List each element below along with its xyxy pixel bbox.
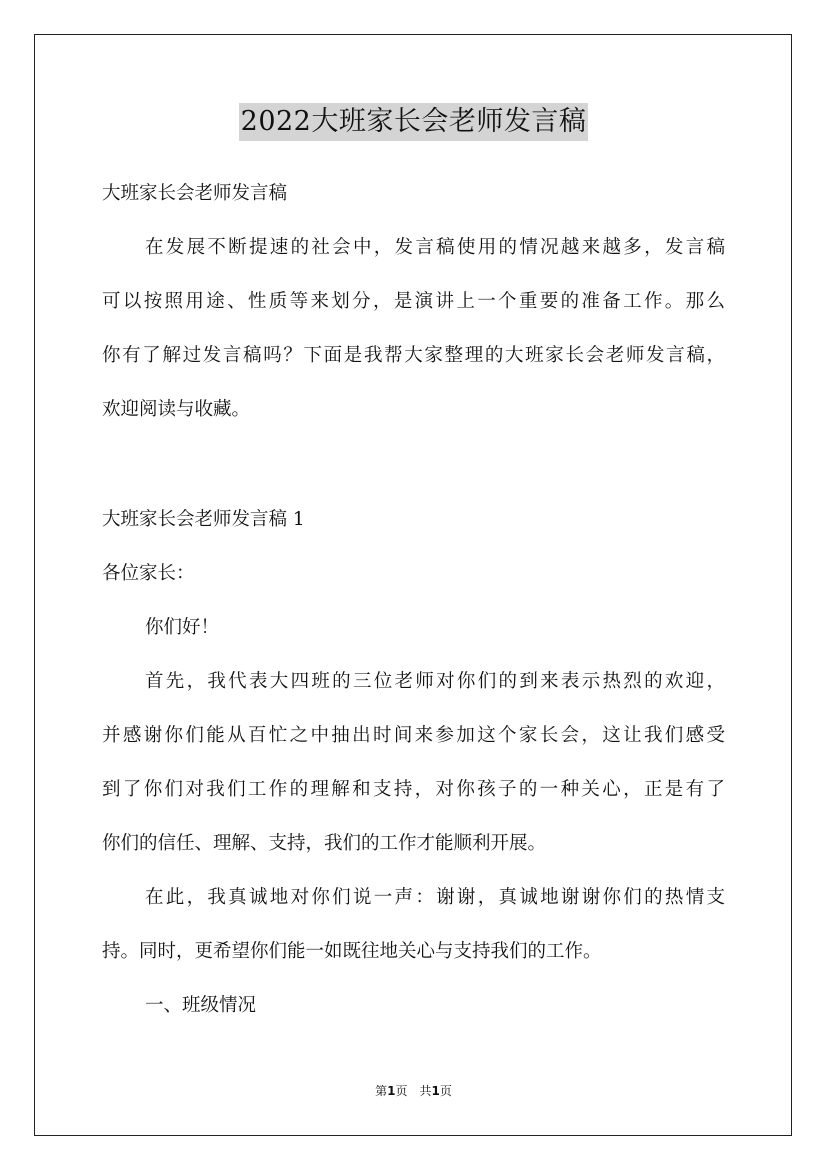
body-line-4: 你们的信任、理解、支持，我们的工作才能顺利开展。 — [102, 833, 547, 854]
body-line-3: 到了你们对我们工作的理解和支持，对你孩子的一种关心，正是有了 — [102, 779, 725, 800]
footer-mid: 页 共 — [395, 1084, 432, 1098]
document-title-text: 2022大班家长会老师发言稿 — [239, 103, 589, 141]
footer-page-current: 1 — [387, 1084, 396, 1098]
subtitle-line: 大班家长会老师发言稿 — [102, 183, 288, 204]
body-line-2: 并感谢你们能从百忙之中抽出时间来参加这个家长会，这让我们感受 — [102, 725, 725, 746]
footer-page-total: 1 — [431, 1084, 440, 1098]
section-heading: 大班家长会老师发言稿 1 — [102, 509, 305, 530]
intro-line-2: 可以按照用途、性质等来划分，是演讲上一个重要的准备工作。那么 — [102, 291, 725, 312]
intro-line-4: 欢迎阅读与收藏。 — [102, 399, 251, 420]
document-title — [0, 100, 827, 141]
footer-prefix: 第 — [375, 1084, 388, 1098]
intro-line-1: 在发展不断提速的社会中，发言稿使用的情况越来越多，发言稿 — [145, 237, 725, 258]
greeting: 你们好！ — [145, 617, 220, 638]
salutation: 各位家长： — [102, 563, 195, 584]
body-line-1: 首先，我代表大四班的三位老师对你们的到来表示热烈的欢迎， — [145, 671, 725, 692]
thanks-line-2: 持。同时，更希望你们能一如既往地关心与支持我们的工作。 — [102, 941, 602, 962]
thanks-line-1: 在此，我真诚地对你们说一声：谢谢，真诚地谢谢你们的热情支 — [145, 887, 725, 908]
page-footer — [0, 1083, 827, 1099]
class-section-heading: 一、班级情况 — [145, 995, 257, 1016]
footer-suffix: 页 — [439, 1084, 452, 1098]
intro-line-3: 你有了解过发言稿吗？下面是我帮大家整理的大班家长会老师发言稿， — [102, 345, 725, 366]
